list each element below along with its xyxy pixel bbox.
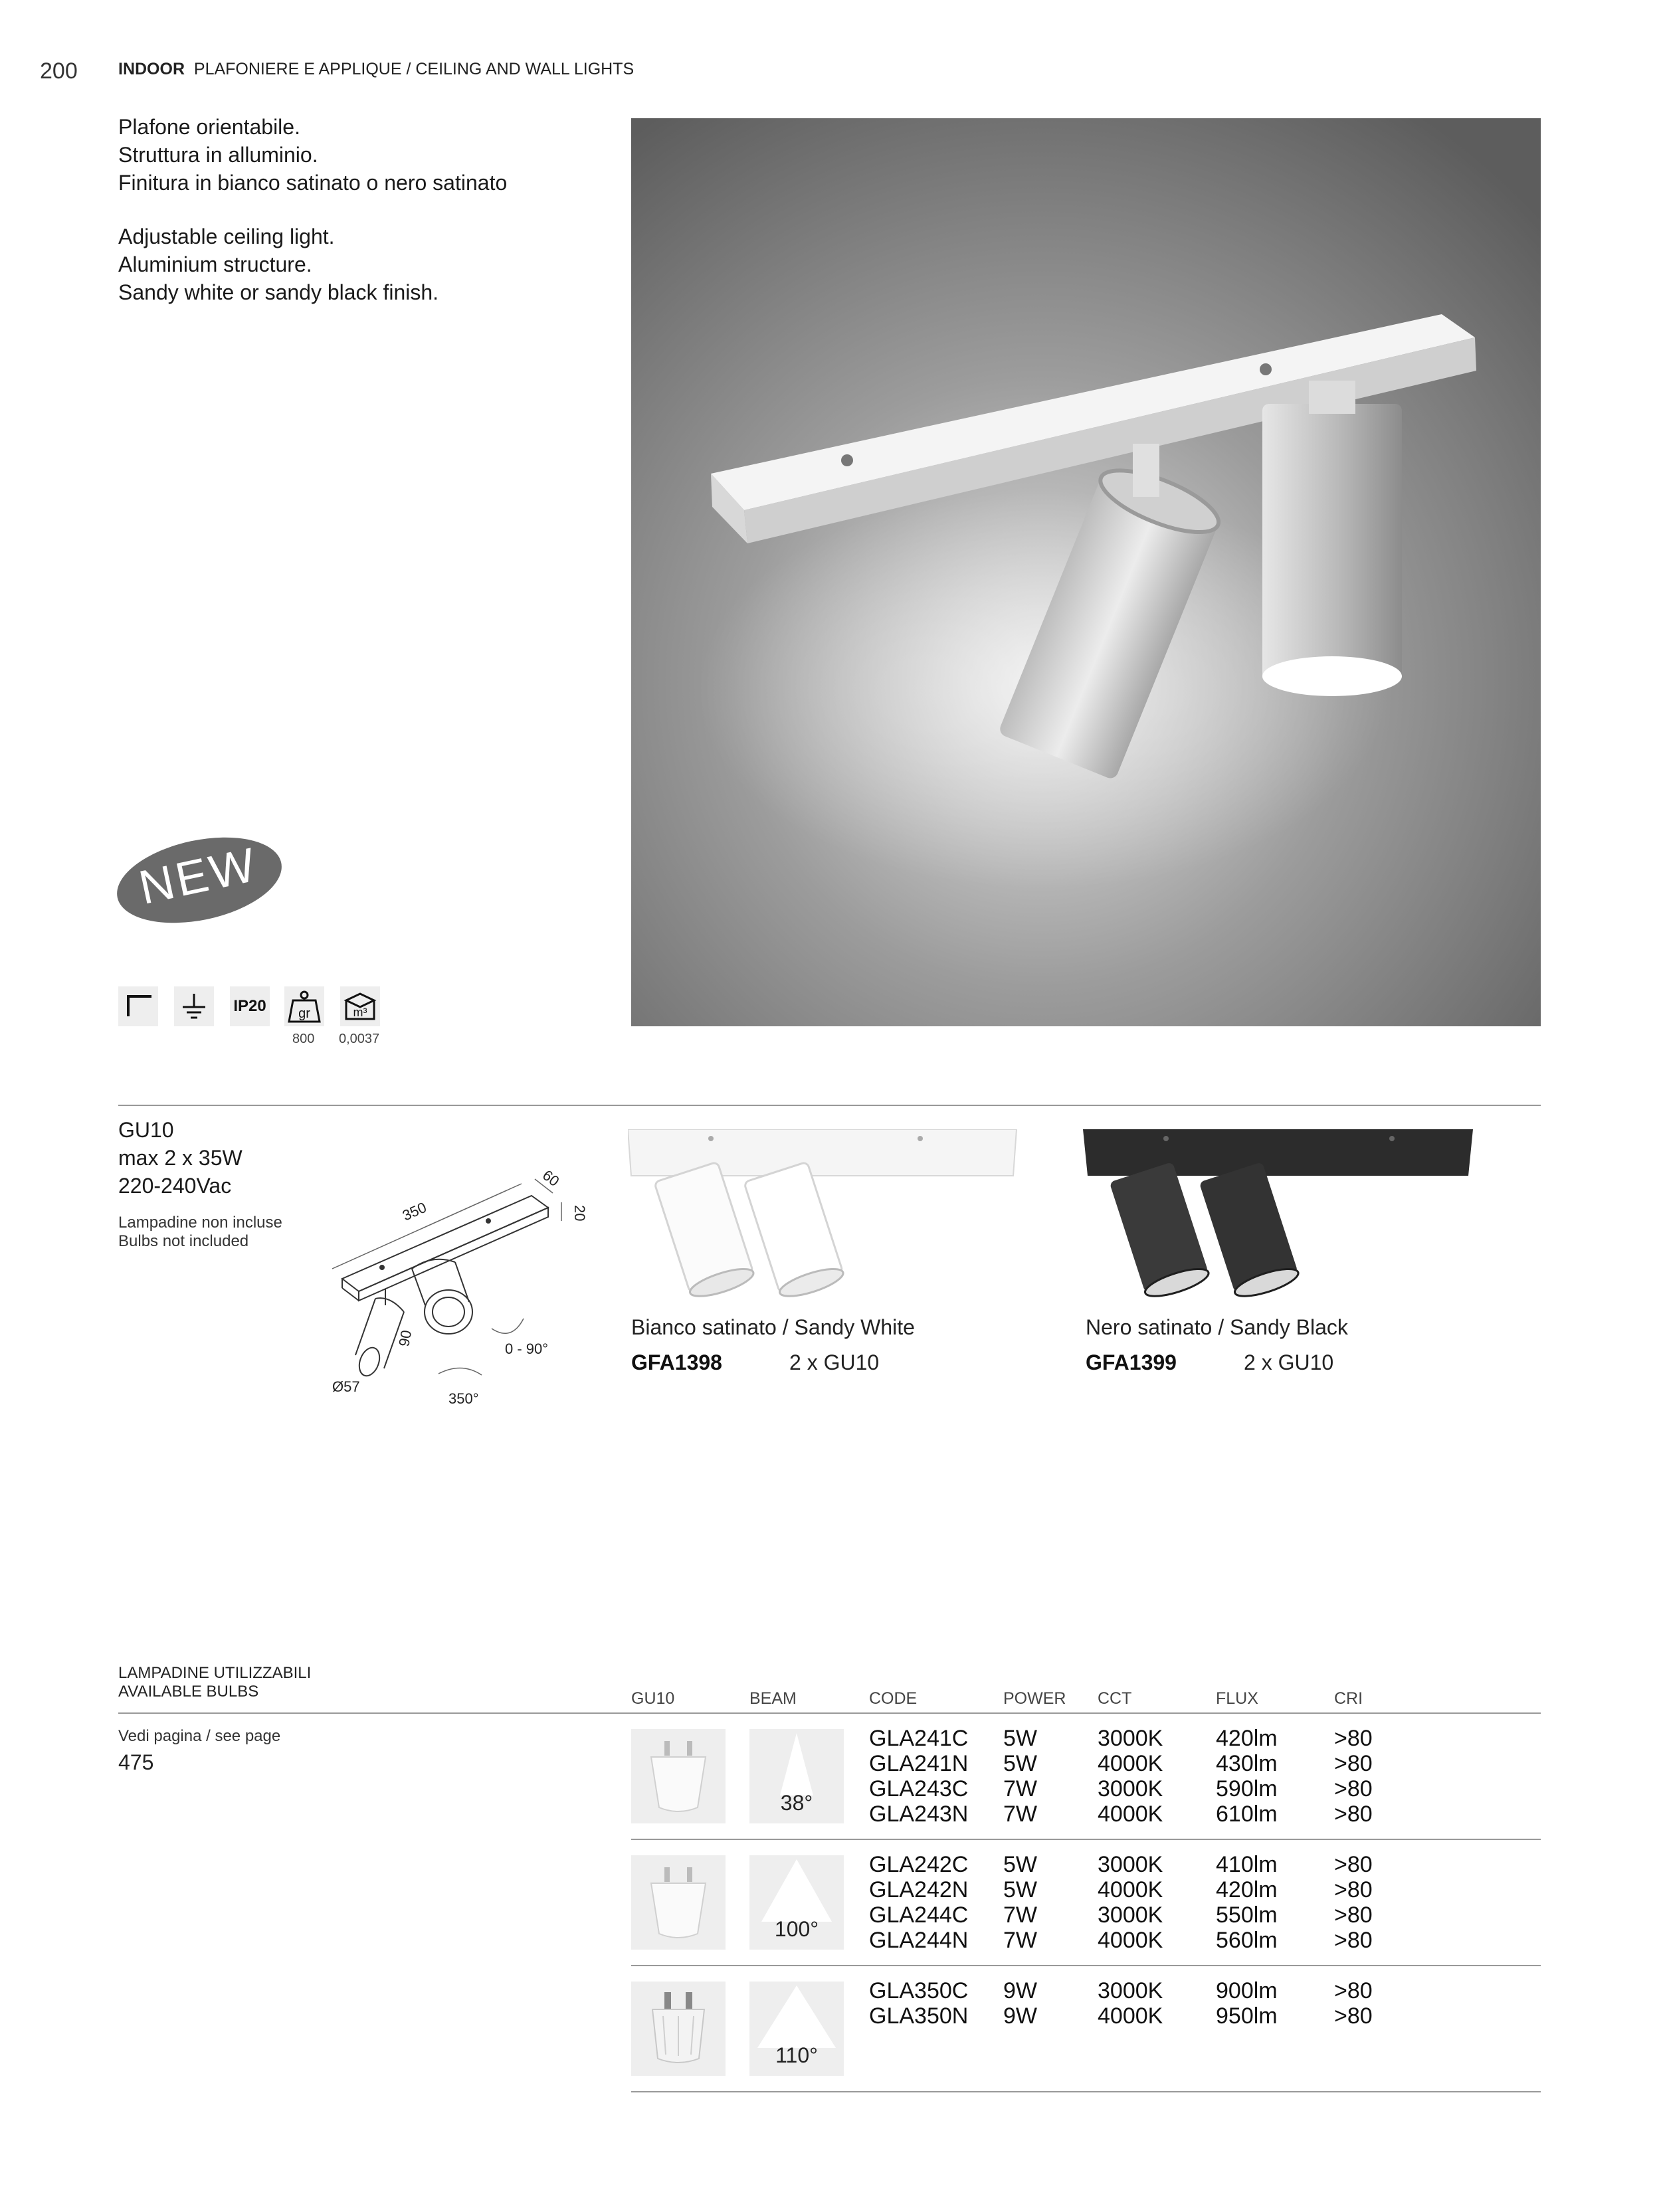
bulb-table-bottom-divider [631,2091,1541,2092]
bulb-cri: >80 [1334,1978,1373,2003]
column-header-beam: BEAM [749,1689,797,1708]
weight-unit: gr [298,1006,310,1021]
column-header-flux: FLUX [1216,1689,1258,1708]
bulb-flux: 420lm [1216,1726,1278,1751]
page-number: 200 [40,58,78,84]
bulb-cct: 3000K [1098,1726,1163,1751]
bulb-photo [631,1855,726,1950]
see-page-label: Vedi pagina / see page [118,1727,281,1745]
column-header-gu10: GU10 [631,1689,675,1708]
description-english [118,223,439,306]
bulb-cri: >80 [1334,2003,1373,2029]
section-divider [118,1105,1541,1106]
bulb-cri: >80 [1334,1801,1373,1827]
dimension-diameter: Ø57 [332,1378,360,1395]
bulb-flux: 590lm [1216,1776,1278,1801]
volume-value: 0,0037 [339,1032,380,1046]
bulbs-title-english: AVAILABLE BULBS [118,1683,259,1701]
header-category: PLAFONIERE E APPLIQUE / CEILING AND WALL LIGHTS [193,60,634,78]
beam-angle-box [749,1729,844,1823]
bulb-cri: >80 [1334,1877,1373,1902]
bulb-power: 5W [1003,1726,1037,1751]
bulb-cct: 3000K [1098,1978,1163,2003]
bulb-cct: 4000K [1098,1877,1163,1902]
new-badge-label: NEW [134,838,263,915]
description-line: Struttura in alluminio. [118,143,318,167]
bulb-code: GLA241N [869,1751,969,1776]
power-rating: max 2 x 35W [118,1146,243,1170]
bulb-power: 7W [1003,1902,1037,1928]
rotation-angle: 350° [448,1390,479,1407]
bulb-flux: 900lm [1216,1978,1278,2003]
bulb-flux: 430lm [1216,1751,1278,1776]
bulb-code: GLA242N [869,1877,969,1902]
volume-unit: m³ [353,1006,367,1019]
bulb-power: 5W [1003,1751,1037,1776]
description-italian [118,113,507,197]
bulbs-note [118,1214,282,1251]
bulb-flux: 420lm [1216,1877,1278,1902]
variant-photo-white [628,1129,1023,1302]
see-page-number: 475 [118,1750,154,1774]
header-line [118,60,634,79]
bulb-power: 5W [1003,1877,1037,1902]
bulb-power: 5W [1003,1852,1037,1877]
bulb-cri: >80 [1334,1852,1373,1877]
ip20-label: IP20 [233,997,266,1015]
column-header-code: CODE [869,1689,918,1708]
bulbs-header-divider [118,1712,1541,1714]
column-header-cri: CRI [1334,1689,1363,1708]
bulb-power: 7W [1003,1776,1037,1801]
bulb-photo [631,1729,726,1823]
lamp-type: GU10 [118,1118,174,1142]
variant-lamps-white: 2 x GU10 [789,1350,880,1374]
electrical-specs [118,1116,243,1200]
bulb-cct: 4000K [1098,1928,1163,1953]
variant-photo-black [1080,1129,1475,1302]
bulb-group-divider [631,1965,1541,1966]
description-line: Plafone orientabile. [118,115,300,139]
bulb-flux: 410lm [1216,1852,1278,1877]
header-section: INDOOR [118,60,185,78]
bulb-flux: 560lm [1216,1928,1278,1953]
dimension-height: 20 [571,1205,588,1222]
column-header-cct: CCT [1098,1689,1132,1708]
ip20-icon [230,986,270,1026]
dimension-width: 60 [539,1166,563,1190]
variant-code-black: GFA1399 [1086,1350,1177,1374]
bulb-code: GLA243N [869,1801,969,1827]
bulb-code: GLA243C [869,1776,969,1801]
column-header-power: POWER [1003,1689,1066,1708]
bulb-cri: >80 [1334,1751,1373,1776]
technical-drawing [312,1143,605,1415]
weight-icon [284,986,324,1026]
variant-lamps-black: 2 x GU10 [1244,1350,1334,1374]
bulb-power: 9W [1003,2003,1037,2029]
bulb-cct: 4000K [1098,1801,1163,1827]
bulb-flux: 950lm [1216,2003,1278,2029]
bulb-power: 9W [1003,1978,1037,2003]
bulb-cct: 4000K [1098,2003,1163,2029]
bulb-cct: 3000K [1098,1902,1163,1928]
new-badge [113,834,286,927]
description-line: Finitura in bianco satinato o nero satinato [118,171,508,195]
main-product-photo-image [631,118,1541,1026]
dimension-length: 350 [399,1198,429,1224]
volume-icon [340,986,380,1026]
beam-angle-label: 38° [780,1791,813,1815]
bulb-flux: 550lm [1216,1902,1278,1928]
bulb-code: GLA244N [869,1928,969,1953]
bulb-cct: 4000K [1098,1751,1163,1776]
description-line: Sandy white or sandy black finish. [118,280,439,304]
bulb-group-divider [631,1839,1541,1840]
bulbs-section-title [118,1664,311,1701]
bulb-code: GLA350N [869,2003,969,2029]
beam-angle-box [749,1855,844,1950]
weight-value: 800 [292,1032,315,1046]
ceiling-mount-icon [118,986,158,1026]
bulb-cct: 3000K [1098,1852,1163,1877]
bulb-cri: >80 [1334,1928,1373,1953]
bulb-cri: >80 [1334,1726,1373,1751]
bulb-cct: 3000K [1098,1776,1163,1801]
bulb-code: GLA241C [869,1726,969,1751]
main-product-photo [631,118,1541,1026]
bulb-cri: >80 [1334,1776,1373,1801]
bulb-power: 7W [1003,1801,1037,1827]
bulbs-title-italian: LAMPADINE UTILIZZABILI [118,1664,312,1682]
bulb-code: GLA244C [869,1902,969,1928]
bulb-photo [631,1982,726,2076]
bulb-power: 7W [1003,1928,1037,1953]
beam-angle-label: 110° [775,2043,818,2067]
variant-code-white: GFA1398 [631,1350,722,1374]
beam-angle-label: 100° [774,1917,819,1941]
bulbs-note-english: Bulbs not included [118,1232,249,1250]
variant-finish-black: Nero satinato / Sandy Black [1086,1315,1348,1339]
new-badge-shape [113,834,286,927]
description-line: Adjustable ceiling light. [118,225,335,248]
bulb-code: GLA350C [869,1978,969,2003]
variant-finish-white: Bianco satinato / Sandy White [631,1315,915,1339]
beam-angle-box [749,1982,844,2076]
bulbs-note-italian: Lampadine non incluse [118,1214,282,1232]
description-line: Aluminium structure. [118,252,312,276]
bulb-cri: >80 [1334,1902,1373,1928]
bulb-code: GLA242C [869,1852,969,1877]
ground-icon [174,986,214,1026]
voltage-rating: 220-240Vac [118,1174,232,1198]
tilt-angle: 0 - 90° [505,1340,549,1357]
dimension-arm: 90 [395,1329,415,1348]
bulb-flux: 610lm [1216,1801,1278,1827]
